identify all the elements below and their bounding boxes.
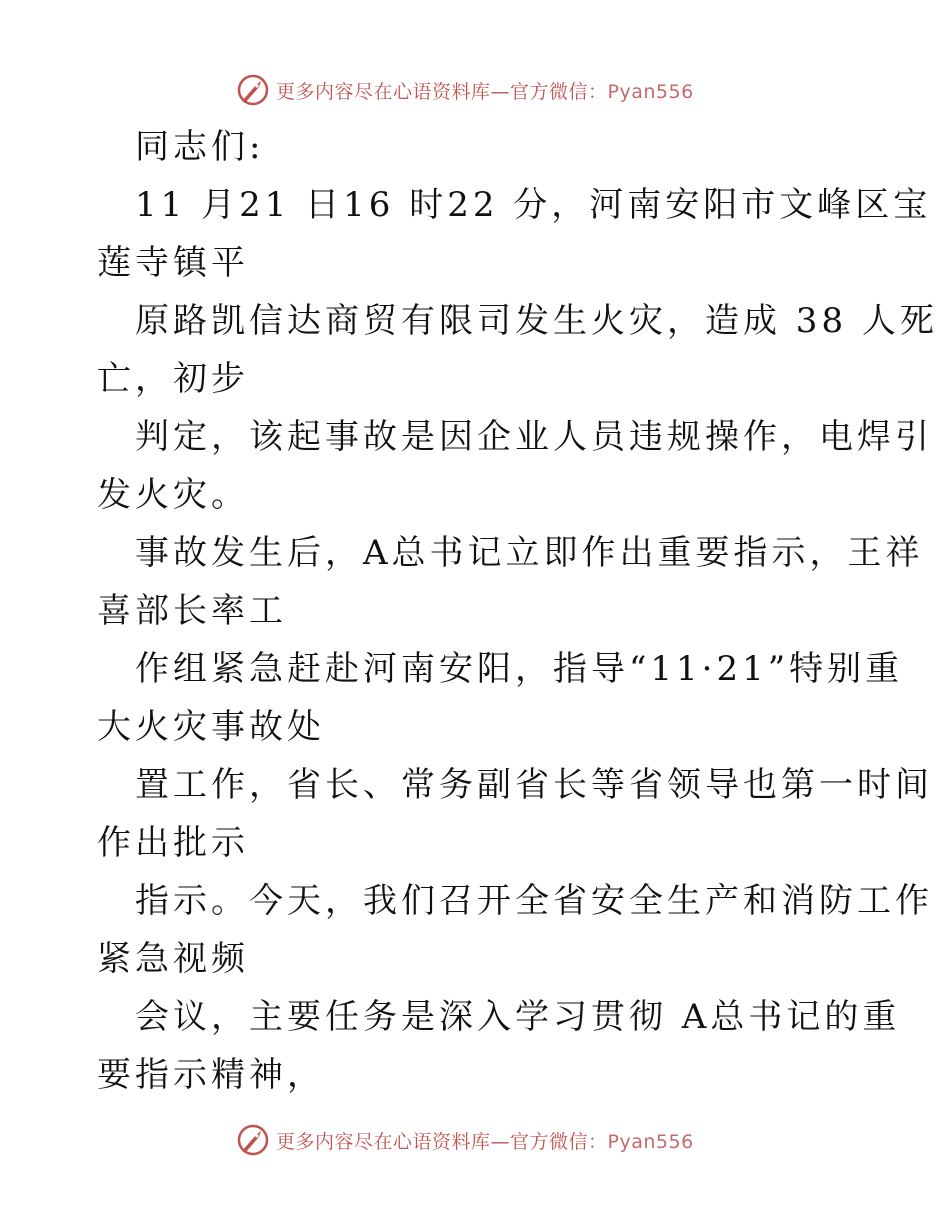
- salutation: 同志们:: [135, 127, 265, 167]
- text-line: 作组紧急赶赴河南安阳，指导“11·21”特别重: [135, 649, 904, 689]
- pen-nib-logo-icon: [236, 73, 270, 107]
- text-line: 大火灾事故处: [97, 707, 325, 747]
- text-line: 要指示精神，: [97, 1055, 325, 1095]
- text-line: 11 月21 日16 时22 分，河南安阳市文峰区宝: [135, 185, 932, 225]
- text-line: 指示。今天，我们召开全省安全生产和消防工作: [135, 881, 933, 921]
- watermark-text: 更多内容尽在心语资料库—官方微信：Pyan556: [276, 80, 694, 103]
- text-line: 判定，该起事故是因企业人员违规操作，电焊引: [135, 417, 933, 457]
- document-body: [97, 118, 938, 1104]
- text-line: 作出批示: [97, 823, 249, 863]
- pen-nib-logo-icon: [236, 1123, 270, 1157]
- text-line: 亡，初步: [97, 359, 249, 399]
- text-line: 会议，主要任务是深入学习贯彻 A总书记的重: [135, 997, 901, 1037]
- watermark-text: 更多内容尽在心语资料库—官方微信：Pyan556: [276, 1130, 694, 1153]
- text-line: 原路凯信达商贸有限司发生火灾，造成 38 人死: [135, 301, 938, 341]
- footer-watermark: [236, 1123, 694, 1157]
- text-line: 莲寺镇平: [97, 243, 249, 283]
- wechat-id: Pyan556: [607, 80, 694, 103]
- wechat-id: Pyan556: [607, 1130, 694, 1153]
- text-line: 置工作，省长、常务副省长等省领导也第一时间: [135, 765, 933, 805]
- text-line: 紧急视频: [97, 939, 249, 979]
- text-line: 发火灾。: [97, 475, 249, 515]
- text-line: 事故发生后，A总书记立即作出重要指示，王祥: [135, 533, 924, 573]
- text-line: 喜部长率工: [97, 591, 287, 631]
- header-watermark: [236, 73, 694, 107]
